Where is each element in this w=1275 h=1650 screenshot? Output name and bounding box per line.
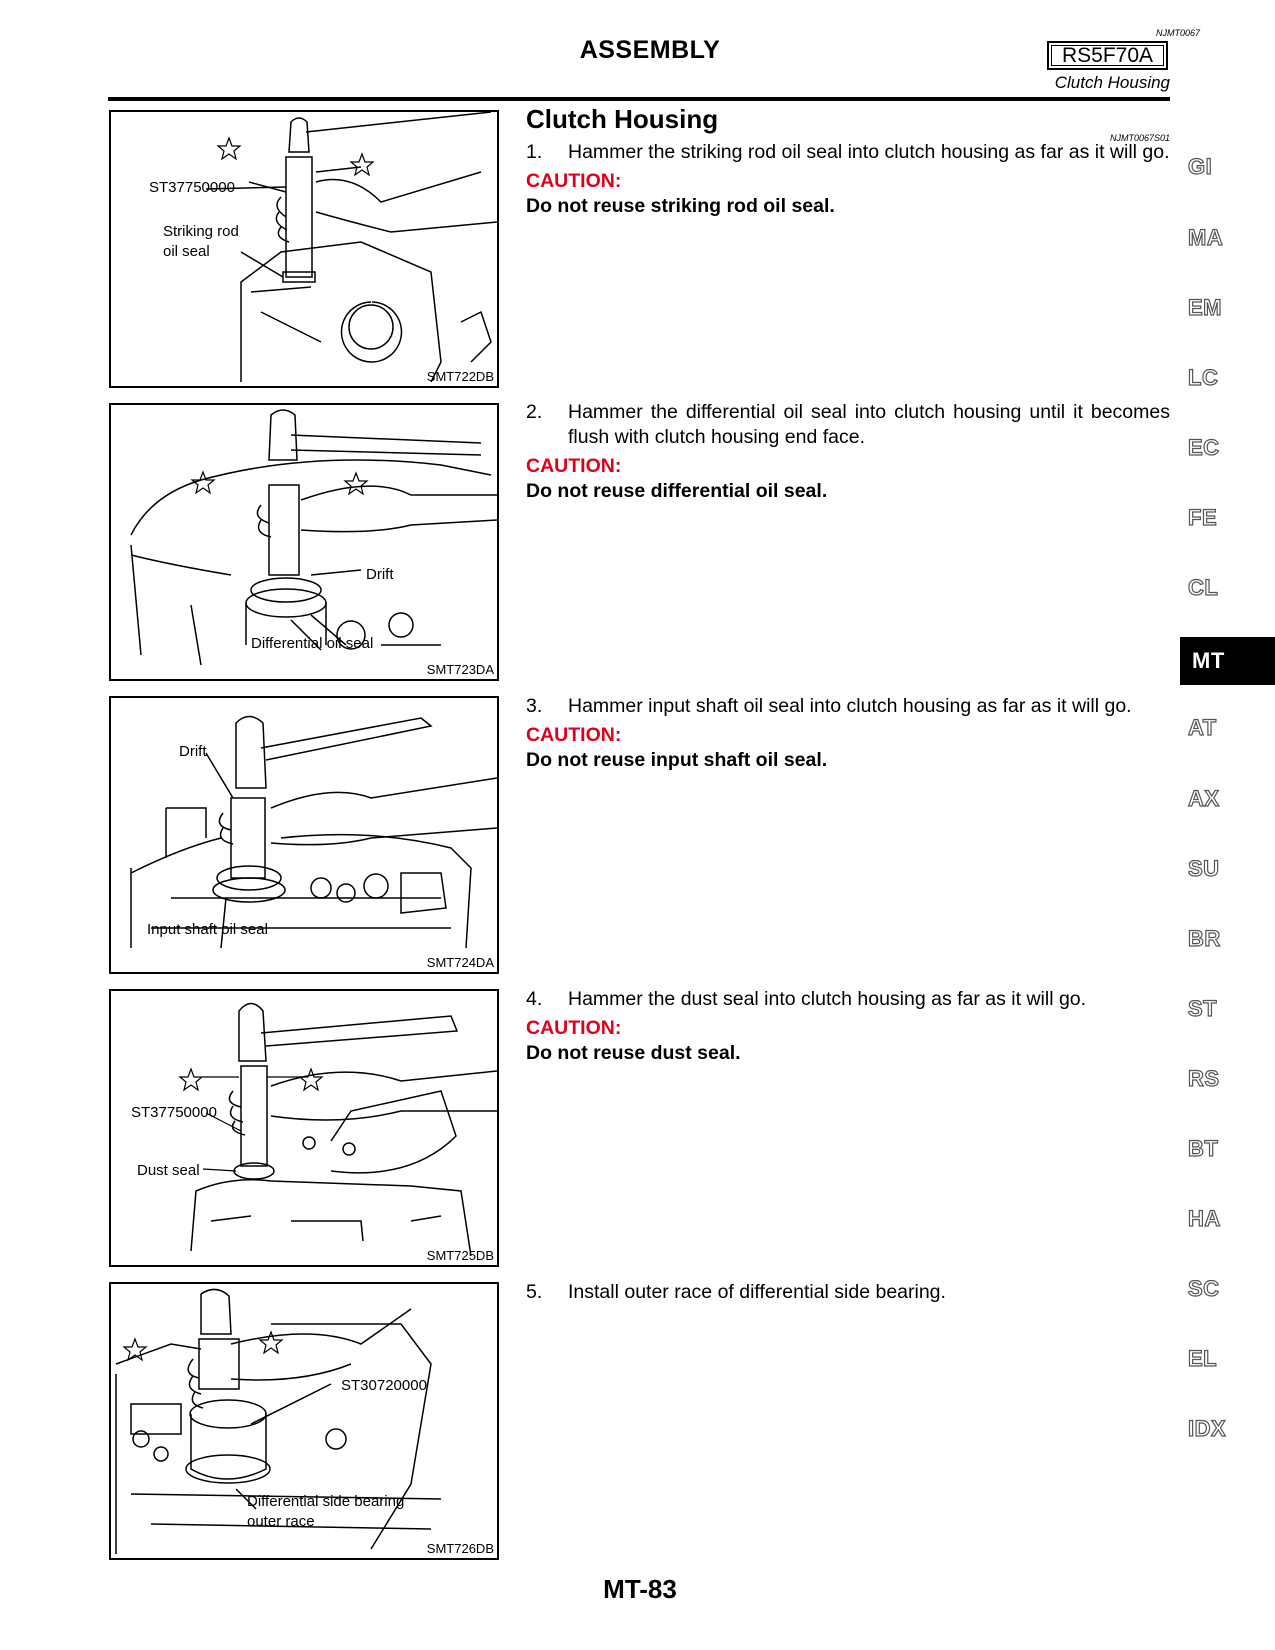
figure-label: Drift <box>366 566 394 583</box>
step-number: 1. <box>526 141 543 163</box>
index-tab-bt[interactable]: BT <box>1188 1136 1219 1161</box>
caution-label: CAUTION: <box>526 1017 622 1039</box>
index-tab-st[interactable]: ST <box>1188 996 1218 1021</box>
content-title: Clutch Housing <box>526 104 719 134</box>
step-number: 4. <box>526 988 543 1010</box>
step-text: Hammer the striking rod oil seal into clutch housing as far as it will go. <box>568 141 1170 163</box>
content-title-code: NJMT0067S01 <box>1109 133 1170 143</box>
index-tab-fe[interactable]: FE <box>1188 505 1218 530</box>
step-text: Hammer the differential oil seal into clutch housing until it becomes flush with clutch housing end face. <box>568 401 1170 448</box>
index-tab-ax[interactable]: AX <box>1188 786 1220 811</box>
figure-label: outer race <box>247 1513 315 1530</box>
figure-smt724da <box>109 696 499 974</box>
header-rule <box>108 97 1170 101</box>
index-tab-lc[interactable]: LC <box>1188 365 1219 390</box>
step-3 <box>526 694 1170 773</box>
step-text: Hammer input shaft oil seal into clutch housing as far as it will go. <box>568 695 1132 717</box>
document-code: NJMT0067 <box>1155 28 1200 38</box>
caution-text: Do not reuse dust seal. <box>526 1042 741 1064</box>
index-tab-cl[interactable]: CL <box>1188 575 1219 600</box>
index-tab-ma[interactable]: MA <box>1188 225 1224 250</box>
side-index <box>1180 0 1275 1650</box>
step-1 <box>526 140 1170 219</box>
index-tab-gi[interactable]: GI <box>1188 154 1213 179</box>
index-tab-at[interactable]: AT <box>1188 715 1217 740</box>
figure-label: Differential side bearing <box>247 1493 405 1510</box>
index-tab-sc[interactable]: SC <box>1188 1276 1220 1301</box>
figure-label: Striking rod <box>163 223 239 240</box>
figure-label: ST30720000 <box>341 1377 427 1394</box>
step-number: 5. <box>526 1281 543 1303</box>
index-tab-su[interactable]: SU <box>1188 856 1220 881</box>
figure-code: SMT726DB <box>426 1541 494 1556</box>
figure-code: SMT722DB <box>426 369 494 384</box>
index-tab-mt[interactable]: MT <box>1180 637 1275 685</box>
figure-label: Dust seal <box>137 1162 200 1179</box>
index-tab-rs[interactable]: RS <box>1188 1066 1220 1091</box>
page-number: MT-83 <box>603 1574 677 1604</box>
figure-smt722db <box>109 110 499 388</box>
section-title: ASSEMBLY <box>579 36 721 64</box>
index-tab-idx[interactable]: IDX <box>1188 1416 1227 1441</box>
step-number: 2. <box>526 401 543 423</box>
figure-code: SMT725DB <box>426 1248 494 1263</box>
step-2 <box>526 400 1170 504</box>
figure-label: ST37750000 <box>149 179 235 196</box>
step-text: Hammer the dust seal into clutch housing as far as it will go. <box>568 988 1087 1010</box>
model-code-box: RS5F70A <box>1047 41 1168 70</box>
caution-text: Do not reuse input shaft oil seal. <box>526 749 828 771</box>
figure-label: oil seal <box>163 243 210 260</box>
caution-label: CAUTION: <box>526 724 622 746</box>
caution-label: CAUTION: <box>526 455 622 477</box>
figure-smt725db <box>109 989 499 1267</box>
figure-label: Differential oil seal <box>251 635 374 652</box>
figure-smt723da <box>109 403 499 681</box>
figure-label: Drift <box>179 743 207 760</box>
step-5 <box>526 1280 1170 1305</box>
figure-smt726db <box>109 1282 499 1560</box>
step-4 <box>526 987 1170 1066</box>
index-tab-ha[interactable]: HA <box>1188 1206 1221 1231</box>
index-tab-br[interactable]: BR <box>1188 926 1221 951</box>
step-number: 3. <box>526 695 543 717</box>
index-tab-el[interactable]: EL <box>1188 1346 1218 1371</box>
index-tab-ec[interactable]: EC <box>1188 435 1220 460</box>
caution-text: Do not reuse striking rod oil seal. <box>526 195 835 217</box>
subsection-label: Clutch Housing <box>1054 73 1170 92</box>
step-text: Install outer race of differential side bearing. <box>568 1281 946 1303</box>
caution-label: CAUTION: <box>526 170 622 192</box>
figure-label: ST37750000 <box>131 1104 217 1121</box>
figure-label: Input shaft oil seal <box>147 921 268 938</box>
caution-text: Do not reuse differential oil seal. <box>526 480 828 502</box>
dust-seal-illustration <box>111 991 497 1265</box>
figure-code: SMT724DA <box>426 955 494 970</box>
index-tab-em[interactable]: EM <box>1188 295 1222 320</box>
figure-code: SMT723DA <box>426 662 494 677</box>
